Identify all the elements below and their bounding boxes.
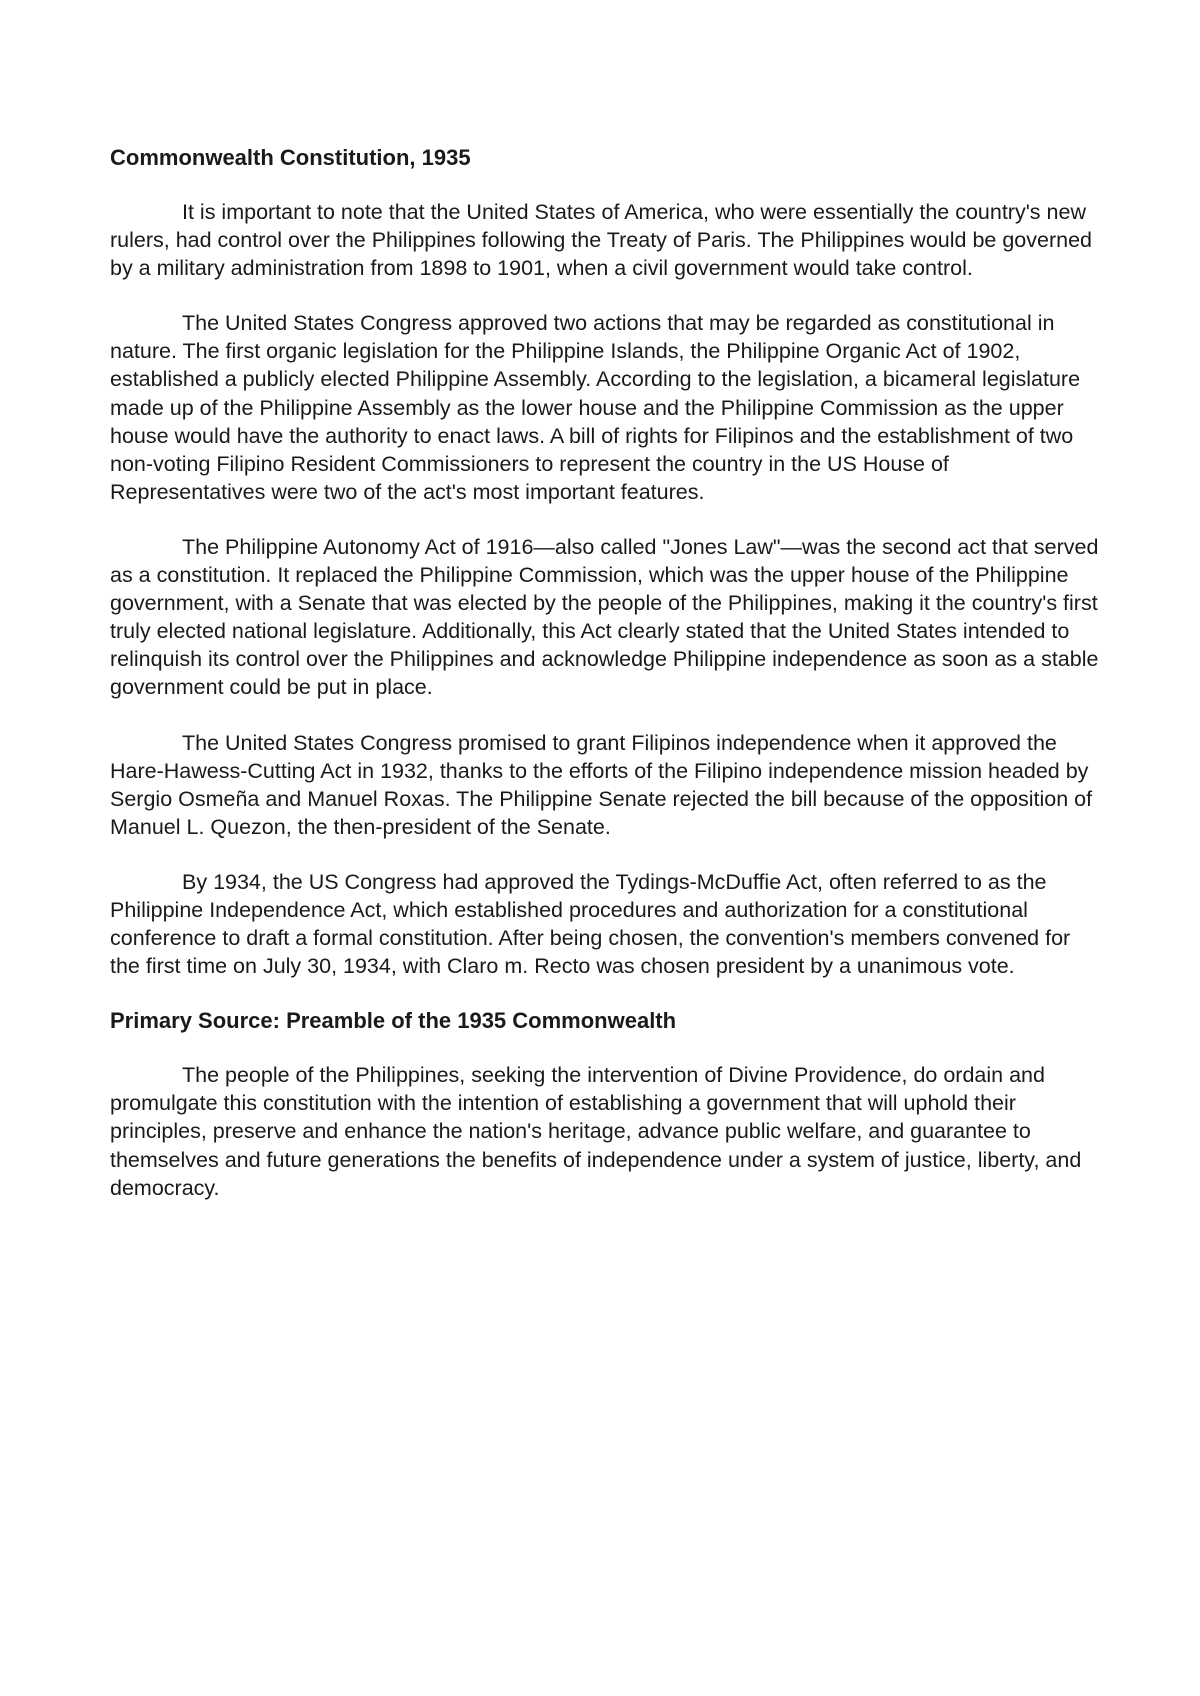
paragraph-treaty-of-paris: It is important to note that the United States of America, who were essentially the country's new rulers, had control over the Philippines following the Treaty of Paris. The Philippines would be governed by a military administration from 1898 to 1901, when a civil government would take control. [110, 200, 1092, 281]
section-title-preamble: Primary Source: Preamble of the 1935 Commonwealth [110, 1008, 677, 1034]
paragraph-tydings-mcduffie: By 1934, the US Congress had approved the Tydings-McDuffie Act, often referred to as the Philippine Independence Act, which established procedures and authorization for a constitutional conference to draft a formal constitution. After being chosen, the convention's members convened for the first time on July 30, 1934, with Claro m. Recto was chosen president by a unanimous vote. [110, 869, 1071, 979]
paragraph-preamble: The people of the Philippines, seeking the intervention of Divine Providence, do ordain and promulgate this constitution with the intention of establishing a government that will uphold their principles, preserve and enhance the nation's heritage, advance public welfare, and guarantee to themselves and future generations the benefits of independence under a system of justice, liberty, and democracy. [110, 1063, 1082, 1200]
document-page [110, 144, 1100, 1202]
paragraph-jones-law: The Philippine Autonomy Act of 1916—also called "Jones Law"—was the second act that served as a constitution. It replaced the Philippine Commission, which was the upper house of the Philippine government, with a Senate that was elected by the people of the Philippines, making it the country's first truly elected national legislature. Additionally, this Act clearly stated that the United States intended to relinquish its control over the Philippines and acknowledge Philippine independence as soon as a stable government could be put in place. [110, 534, 1099, 700]
paragraph-hare-hawes-cutting: The United States Congress promised to grant Filipinos independence when it approved the Hare-Hawess-Cutting Act in 1932, thanks to the efforts of the Filipino independence mission headed by Sergio Osmeña and Manuel Roxas. The Philippine Senate rejected the bill because of the opposition of Manuel L. Quezon, the then-president of the Senate. [110, 730, 1093, 839]
paragraph-organic-act: The United States Congress approved two actions that may be regarded as constitutional in nature. The first organic legislation for the Philippine Islands, the Philippine Organic Act of 1902, established a publicly elected Philippine Assembly. According to the legislation, a bicameral legislature made up of the Philippine Assembly as the lower house and the Philippine Commission as the upper house would have the authority to enact laws. A bill of rights for Filipinos and the establishment of two non-voting Filipino Resident Commissioners to represent the country in the US House of Representatives were two of the act's most important features. [110, 311, 1081, 504]
document-title: Commonwealth Constitution, 1935 [110, 145, 471, 170]
